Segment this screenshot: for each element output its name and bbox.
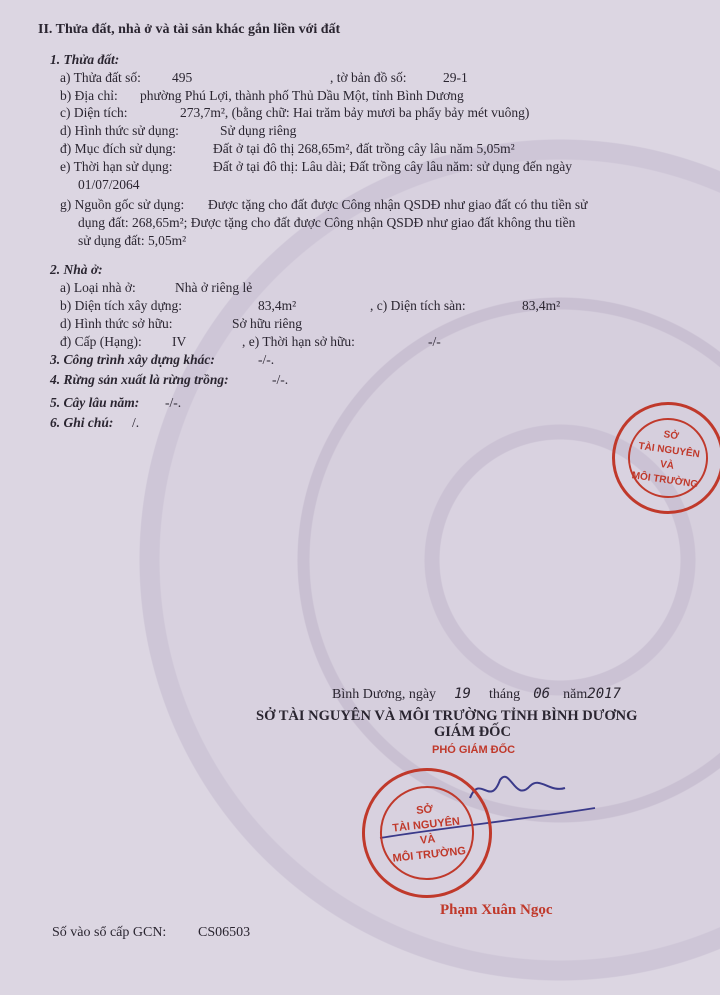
date-month: 06 (533, 686, 551, 702)
construction-value: -/-. (258, 352, 275, 367)
stamp-line2: TÀI NGUYÊN (637, 440, 701, 461)
date-year: 2017 (587, 686, 621, 702)
house-type-label: a) Loại nhà ở: (60, 280, 136, 295)
purpose-value: Đất ở tại đô thị 268,65m², đất trồng cây lâu năm 5,05m² (213, 141, 515, 156)
issuing-org: SỞ TÀI NGUYÊN VÀ MÔI TRƯỜNG TỈNH BÌNH DƯƠNG (256, 708, 638, 724)
floor-area-label: , c) Diện tích sàn: (370, 298, 466, 313)
origin-value-line2: dụng đất: 268,65m²; Được tặng cho đất được Công nhận QSDĐ như giao đất không thu tiền (78, 215, 576, 230)
term-label: e) Thời hạn sử dụng: (60, 159, 173, 174)
ownership-value: Sở hữu riêng (232, 316, 302, 331)
build-area-value: 83,4m² (258, 298, 297, 313)
stamp-sig-line1: SỞ (415, 803, 434, 817)
stamp-line4: MÔI TRƯỜNG (631, 470, 699, 491)
stamp-line1: SỞ (662, 429, 680, 443)
address-value: phường Phú Lợi, thành phố Thủ Dầu Một, tỉnh Bình Dương (140, 88, 464, 103)
land-heading: 1. Thửa đất: (50, 52, 120, 67)
ownership-label: d) Hình thức sở hữu: (60, 316, 173, 331)
note-label: 6. Ghi chú: (50, 415, 114, 430)
stamp-sig-line2: TÀI NGUYÊN (391, 815, 461, 835)
signer-title: GIÁM ĐỐC (434, 724, 511, 740)
purpose-label: đ) Mục đích sử dụng: (60, 141, 177, 156)
place-date-label: Bình Dương, ngày (332, 687, 437, 702)
origin-value-line1: Được tặng cho đất được Công nhận QSDĐ như giao đất có thu tiền sử (208, 197, 588, 212)
stamp-sig-line4: MÔI TRƯỜNG (392, 845, 467, 865)
registry-number: CS06503 (198, 925, 251, 940)
date-line (332, 686, 621, 703)
official-stamp-top (605, 395, 720, 521)
own-term-value: -/- (428, 334, 441, 349)
stamp-sig-line3: VÀ (419, 833, 436, 847)
origin-value-line3: sử dụng đất: 5,05m² (78, 233, 187, 248)
perennial-label: 5. Cây lâu năm: (50, 395, 140, 410)
section-title: II. Thửa đất, nhà ở và tài sản khác gắn liền với đất (38, 22, 341, 37)
construction-label: 3. Công trình xây dựng khác: (50, 352, 215, 367)
perennial-value: -/-. (165, 395, 182, 410)
use-form-label: d) Hình thức sử dụng: (60, 123, 179, 138)
address-label: b) Địa chỉ: (60, 88, 118, 103)
stamp-line3: VÀ (659, 459, 675, 472)
floor-area-value: 83,4m² (522, 298, 561, 313)
house-type-value: Nhà ở riêng lẻ (175, 280, 253, 295)
area-label: c) Diện tích: (60, 105, 128, 120)
month-label: tháng (489, 687, 521, 702)
map-number: 29-1 (443, 70, 468, 85)
own-term-label: , e) Thời hạn sở hữu: (242, 334, 355, 349)
grade-label: đ) Cấp (Hạng): (60, 334, 142, 349)
deputy-title: PHÓ GIÁM ĐỐC (432, 744, 516, 756)
term-value-line1: Đất ở tại đô thị: Lâu dài; Đất trồng cây lâu năm: sử dụng đến ngày (213, 159, 572, 174)
build-area-label: b) Diện tích xây dựng: (60, 298, 183, 313)
use-form-value: Sử dụng riêng (220, 123, 297, 138)
parcel-label: a) Thửa đất số: (60, 70, 141, 85)
date-day: 19 (454, 686, 471, 702)
map-label: , tờ bản đồ số: (330, 70, 407, 85)
house-heading: 2. Nhà ở: (50, 262, 103, 277)
origin-label: g) Nguồn gốc sử dụng: (60, 197, 185, 212)
term-value-line2: 01/07/2064 (78, 177, 140, 192)
forest-label: 4. Rừng sản xuất là rừng trồng: (50, 372, 229, 387)
area-value: 273,7m², (bằng chữ: Hai trăm bảy mươi ba phẩy bảy mét vuông) (180, 105, 530, 120)
note-value: /. (132, 415, 140, 430)
year-label: năm (563, 687, 588, 702)
parcel-number: 495 (172, 70, 193, 85)
registry-label: Số vào sổ cấp GCN: (52, 925, 167, 940)
grade-value: IV (172, 334, 187, 349)
forest-value: -/-. (272, 372, 289, 387)
signer-name: Phạm Xuân Ngọc (440, 902, 553, 918)
